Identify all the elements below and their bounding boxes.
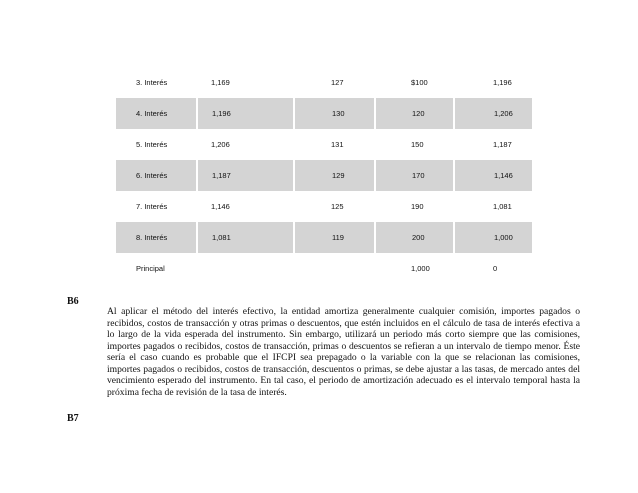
table-cell: 1,146: [211, 202, 230, 211]
table-cell: [197, 253, 294, 283]
table-cell: 127: [331, 78, 344, 87]
table-row: [116, 67, 532, 98]
table-cell: 1,081: [197, 222, 294, 253]
table-cell: 1,081: [493, 202, 512, 211]
table-cell: 1,000: [454, 222, 532, 253]
table-cell: 119: [294, 222, 375, 253]
table-cell: 1,146: [454, 160, 532, 191]
table-cell: 1,196: [493, 78, 512, 87]
table-cell: 4. Interés: [116, 98, 197, 129]
section-b6-paragraph: Al aplicar el método del interés efectivo, la entidad amortiza generalmente cualquier comisión, importes pagados o recibidos, costos de transacción y otras primas o descuentos, que estén incluidos en el cálculo de tasa de interés efectiva a lo largo de la vida esperada del instrumento. Sin embargo, utilizará un periodo más corto siempre que las comisiones, importes pagados o recibidos, costos de transacción, primas o descuentos se refieran a un intervalo de tiempo menor. Éste sería el caso cuando es probable que el IFCPI sea prepagado o la variable con la que se relacionan las comisiones, importes pagados o recibidos, costos de transacción, descuentos o primas, se debe ajustar a las tasas, de mercado antes del vencimiento esperado del instrumento. En tal caso, el periodo de amortización adecuado es el intervalo temporal hasta la próxima fecha de revisión de la tasa de interés.: [107, 306, 580, 398]
table-cell: 5. Interés: [136, 140, 168, 149]
table-cell: 1,206: [454, 98, 532, 129]
table-cell: 3. Interés: [136, 78, 168, 87]
table-row: [116, 191, 532, 222]
table-cell: 1,000: [411, 263, 430, 273]
table-cell: 8. Interés: [116, 222, 197, 253]
table-cell: 1,187: [197, 160, 294, 191]
table-cell: 1,169: [211, 78, 230, 87]
table-cell: 6. Interés: [116, 160, 197, 191]
table-row: [116, 98, 532, 129]
table-cell: $100: [411, 78, 428, 87]
amortization-table: [116, 67, 532, 283]
table-cell: 190: [411, 202, 424, 211]
table-cell: 125: [331, 202, 344, 211]
table-cell: Principal: [136, 263, 165, 273]
table-row: [116, 129, 532, 160]
table-cell: 1,187: [493, 140, 512, 149]
table-cell: 7. Interés: [136, 202, 168, 211]
table-cell: 129: [294, 160, 375, 191]
table-cell: 1,196: [197, 98, 294, 129]
table-cell: [294, 253, 375, 283]
table-cell: 120: [375, 98, 454, 129]
section-label-b7: B7: [67, 413, 79, 424]
table-row: [116, 160, 532, 191]
table-cell: 150: [411, 140, 424, 149]
table-cell: 200: [375, 222, 454, 253]
table-row: [116, 222, 532, 253]
table-row: [116, 253, 532, 283]
table-cell: 131: [331, 140, 344, 149]
table-cell: 0: [493, 263, 498, 273]
table-cell: 1,206: [211, 140, 230, 149]
table-cell: 130: [294, 98, 375, 129]
section-label-b6: B6: [67, 296, 79, 307]
table-cell: 170: [375, 160, 454, 191]
